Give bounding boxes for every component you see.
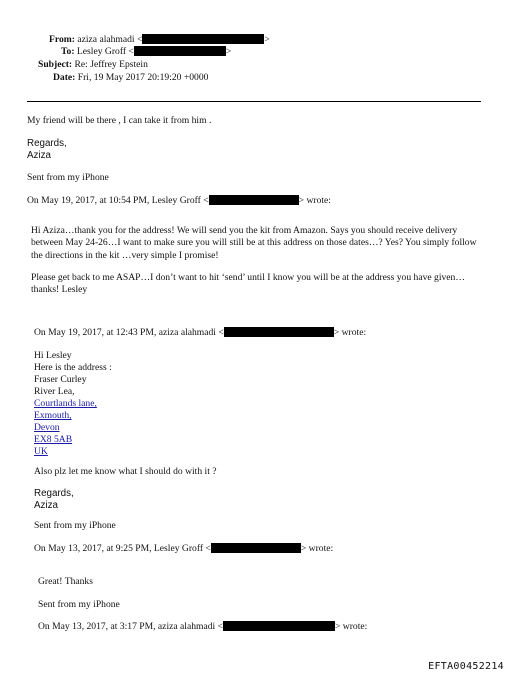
header-divider — [27, 101, 481, 102]
redaction-bar — [142, 34, 264, 44]
sent-from: Sent from my iPhone — [27, 172, 109, 183]
date-line — [53, 72, 208, 84]
quote-wrote: > wrote: — [335, 621, 368, 632]
redaction-bar — [209, 195, 299, 205]
signoff-regards: Regards, — [27, 138, 67, 149]
quote-wrote: > wrote: — [298, 195, 331, 206]
redaction-bar — [134, 46, 226, 56]
quote-intro-text: On May 19, 2017, at 12:43 PM, aziza alahmadi < — [34, 327, 224, 338]
address-link[interactable]: Courtlands lane, — [34, 398, 97, 409]
address-line: Fraser Curley — [34, 374, 87, 385]
to-end: > — [225, 46, 232, 57]
quote-wrote: > wrote: — [300, 543, 334, 554]
to-name: Lesley Groff < — [76, 46, 134, 57]
signoff-name: Aziza — [34, 500, 58, 511]
quote-intro — [34, 327, 366, 339]
quote-intro — [34, 543, 333, 555]
address-line: River Lea, — [34, 386, 75, 397]
quote-paragraph: Hi Aziza…thank you for the address! We will send you the kit from Amazon. Says you should receive delivery between May 24-26…I want to make sure you will still be at this address on those dates…? Yes? You simply follow the directions in the kit …very simple I promise! — [31, 225, 477, 261]
subject-label: Subject: — [38, 59, 73, 70]
signoff-regards: Regards, — [34, 488, 74, 499]
bates-number: EFTA00452214 — [428, 661, 504, 672]
subject-value: Re: Jeffrey Epstein — [74, 59, 148, 70]
to-line — [61, 46, 231, 58]
question-text: Also plz let me know what I should do with it ? — [34, 466, 217, 477]
message-body: Great! Thanks — [38, 576, 93, 587]
from-label: From: — [49, 34, 75, 45]
from-line — [49, 34, 270, 46]
quote-paragraph: Please get back to me ASAP…I don’t want to hit ‘send’ until I know you will be at the address you have given…thanks! Lesley — [31, 272, 465, 296]
address-line: Here is the address : — [34, 362, 112, 373]
address-link[interactable]: EX8 5AB — [34, 434, 73, 445]
quote-intro-text: On May 13, 2017, at 3:17 PM, aziza alahmadi < — [38, 621, 223, 632]
address-line: Hi Lesley — [34, 350, 72, 361]
address-link[interactable]: Exmouth, — [34, 410, 72, 421]
signoff-name: Aziza — [27, 150, 51, 161]
redaction-bar — [211, 543, 301, 553]
quote-intro-text: On May 19, 2017, at 10:54 PM, Lesley Groff < — [27, 195, 209, 206]
subject-line — [38, 59, 148, 71]
from-name: aziza alahmadi < — [77, 34, 143, 45]
address-link[interactable]: UK — [34, 446, 48, 457]
redaction-bar — [224, 327, 334, 337]
address-link[interactable]: Devon — [34, 422, 60, 433]
date-label: Date: — [53, 72, 76, 83]
from-end: > — [264, 34, 270, 45]
sent-from: Sent from my iPhone — [38, 599, 120, 610]
quote-intro-text: On May 13, 2017, at 9:25 PM, Lesley Groff < — [34, 543, 211, 554]
to-label: To: — [61, 46, 75, 57]
redaction-bar — [223, 621, 335, 631]
quote-wrote: > wrote: — [333, 327, 367, 338]
quote-intro — [27, 195, 331, 207]
sent-from: Sent from my iPhone — [34, 520, 116, 531]
date-value: Fri, 19 May 2017 20:19:20 +0000 — [77, 72, 209, 83]
message-body: My friend will be there , I can take it from him . — [27, 115, 212, 126]
quote-intro — [38, 621, 367, 633]
